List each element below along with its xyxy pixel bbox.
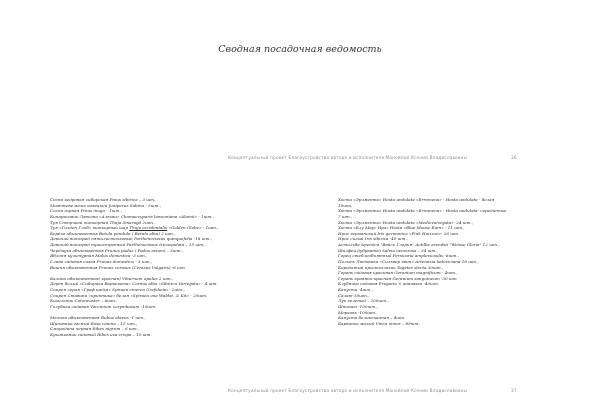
list-item — [50, 332, 272, 338]
list-item-text: Ирис сизый Iris sibirica -40 шт., — [338, 236, 409, 242]
list-item-text: Сосна кедровая сибирская Pinus sibirica – 3 шт., — [50, 197, 157, 202]
underlined-name: Salvia nemorosa — [382, 247, 417, 253]
list-item-text: Салат-10шт., — [338, 292, 370, 298]
underlined-name: Thuja occidentalis — [129, 225, 168, 231]
list-item-text: Шиповник гасный Rosa canina – 15 шт., — [50, 320, 138, 326]
list-item — [338, 321, 570, 327]
list-item-text: Клубника садовая Fragaria × ananassa -40шт. — [338, 281, 440, 287]
list-item-text: Туя Стюрчкой тонкорная Thuja Smaragd 2шт., — [50, 219, 156, 225]
list-item-text: Дерен белый «Сибирика Вариегата» Cornus alba «Sibirica Variegata» - 4 шт. — [50, 281, 218, 287]
plant-list-right — [338, 197, 570, 326]
page-number: 36 — [511, 155, 517, 160]
list-item-text: Сосна горная Pinus mugo - 1шт., — [50, 208, 122, 214]
list-item-text: Берёза обыкновенная Betula pendula ( Betula alba) 2 шт., — [50, 230, 176, 236]
list-item-text: Можжевельник казацкий Juniperus Sabina - 5шт., — [50, 202, 162, 208]
list-item-text: Бородатый простоглазик Tagetes slecta 30шт., — [338, 264, 444, 270]
list-item-text: Хоста «Эрлмента» Hosta undulata «Erromena» - Hosta undulata - белая — [338, 197, 495, 202]
list-item-text: Шалфей дубравный — [338, 247, 383, 253]
list-item-text: Барвинок малый Vinca minor – 89шт. — [338, 320, 420, 326]
list-item-text: Герань садовая красивая Geranium magnificum - 4шт., — [338, 270, 458, 276]
page-number: 37 — [511, 388, 517, 393]
list-item-text: Морковь -100шт., — [338, 309, 378, 315]
list-item-text: Герань кровяно-красная Geranium sanguineum -30 шт — [338, 275, 457, 281]
list-item-text: – 34 шт., — [416, 247, 438, 253]
list-item-text: Шпинат -100шт., — [338, 303, 378, 309]
underlined-name: Vaccinium corymbosum — [90, 303, 140, 309]
list-item-text: 10шт, — [338, 202, 353, 208]
list-item-text: «Golden Globe» - 1шт., — [167, 225, 219, 231]
list-item-text: Ирис германский Iris germanica «Fink Horizon»- 26 шт — [338, 230, 459, 236]
plant-list-left — [50, 197, 272, 338]
list-item-text: Девичий виноград триостренный Parthenocissus tricuspidata – 15 шт., — [50, 242, 206, 247]
list-item-text: Вишня обыкновенная Prunus cerasus (Cerasus Vulgaris) -6 шт. — [50, 264, 187, 270]
list-item-text: Полынь Людовика «Сильвер квин» Artemisia ludoviciana-18 шт., — [338, 258, 479, 264]
list-item-text: Спирея серая «Граф шейм» Spiraea cinerea Grefsheim - 2шт., — [50, 286, 185, 292]
page-title: Сводная посадочная ведомость — [218, 44, 382, 55]
footer-text: Концептуальный проект Благоустройства автора и исполнителя Манойлой Ксении Владиславовны — [228, 388, 468, 393]
list-item-text: Смородина черная Ribes nigrum – 6 шт., — [50, 326, 140, 332]
list-item-text: Капуста белокочанная – 4шт. — [338, 315, 406, 321]
list-item-text: Крыжовник садовый Ribes uva-crispa – 10 шт. — [50, 331, 152, 337]
list-item-text: Хоста «Эрлмента» Hosta undulata «Mediovariegata»- 24 шт., — [338, 219, 474, 225]
list-item-text: Хоста «Блу Маус Ирз» Hosta «Blue Mouse Ears» - 11 шт., — [338, 225, 465, 231]
list-item-text: Горец стеблеобъятный Persicaria amplexicaulis -6шт., — [338, 253, 459, 259]
list-item-text: Голубика садовая — [50, 303, 91, 309]
list-item-text: Кизильник Cotoneaster – 6шт., — [50, 298, 118, 304]
list-item-text: Астильба Арендса "Вайсе Глория" Actilbe arendsii "Weisse Gloria" 12 шт., — [338, 242, 500, 247]
list-item-text: Хоста «Эрлмента» Hosta undulata «Erromena» - Hosta undulata- серединные — [338, 208, 507, 214]
list-item-text: Яблоня культурная Malus domestica -3 шт., — [50, 253, 148, 259]
list-item-text: 7 шт., — [338, 213, 353, 219]
list-item-text: Туя «Голден Глоб» тонкорный шар — [50, 225, 130, 231]
list-item-text: Слива садовая сизая Prunus domestica - 3 шт., — [50, 258, 153, 264]
list-item-text: Калина обыкновенная( красная) Viburnum opulus 2 шт., — [50, 275, 174, 281]
list-item-text: Малина обыкновенная Rubus idaeus -1 шт., — [50, 315, 146, 321]
list-item-text: Кипарисовик Лавсона «Алюми» Chamaecyparis lawsoniana «Alumii» - 1шт., — [50, 213, 214, 219]
list-item-text: -10шт. — [139, 303, 157, 309]
footer-text: Концептуальный проект Благоустройства автора и исполнителя Манойлой Ксении Владиславовны — [228, 155, 468, 160]
list-item-text: Капуста -4шт., — [338, 287, 373, 292]
list-item-text: Девичий виноград пятилисточковый Parthenocissus quinquefolia -18 шт., — [50, 236, 213, 242]
list-item-text: Спирея Ставина «криптика» белая «Spiraea ona Waldst. & Kit» - 20шт. — [50, 292, 208, 298]
list-item-text: Черёмуха обыкновенная Prunus padus ( Padus avium) – 3шт., — [50, 247, 184, 253]
list-item-text: Лук зеленый – 200шт., — [338, 298, 389, 304]
